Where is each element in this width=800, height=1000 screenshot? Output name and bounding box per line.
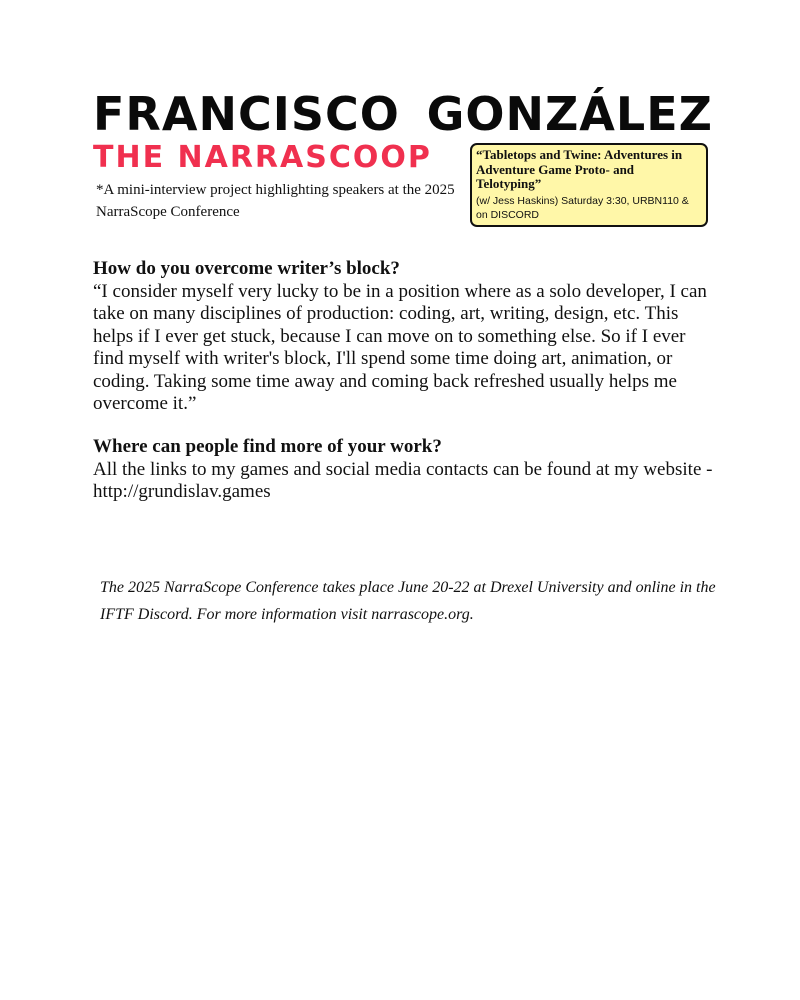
session-info-box	[470, 143, 708, 227]
answer-text: “I consider myself very lucky to be in a position where as a solo developer, I can take on many disciplines of production: coding, art, writing, design, etc. This helps if I ever get stuck, because I can move on to something else. So if I ever find myself with writer's block, I'll spend some time doing art, animation, or coding. Taking some time away and coming back refreshed usually helps me overcome it.”	[93, 280, 707, 414]
qa-block-writers-block	[93, 258, 713, 416]
speaker-first-name: FRANCISCO	[93, 87, 400, 141]
footer-note: The 2025 NarraScope Conference takes place June 20-22 at Drexel University and online in the IFTF Discord. For more information visit narrascope.org.	[100, 579, 716, 623]
question-heading: Where can people find more of your work?	[93, 436, 442, 457]
session-details: (w/ Jess Haskins) Saturday 3:30, URBN110 & on DISCORD	[476, 194, 689, 221]
question-heading: How do you overcome writer’s block?	[93, 258, 400, 279]
series-note: *A mini-interview project highlighting speakers at the 2025 NarraScope Conference	[96, 182, 455, 220]
qa-block-find-work	[93, 436, 713, 504]
speaker-last-name: GONZÁLEZ	[426, 87, 713, 141]
series-title: THE NARRASCOOP	[93, 140, 432, 175]
speaker-name	[93, 86, 713, 142]
answer-text: All the links to my games and social media contacts can be found at my website - http://grundislav.games	[93, 458, 713, 502]
session-title: “Tabletops and Twine: Adventures in Adventure Game Proto- and Telotyping”	[476, 147, 683, 191]
